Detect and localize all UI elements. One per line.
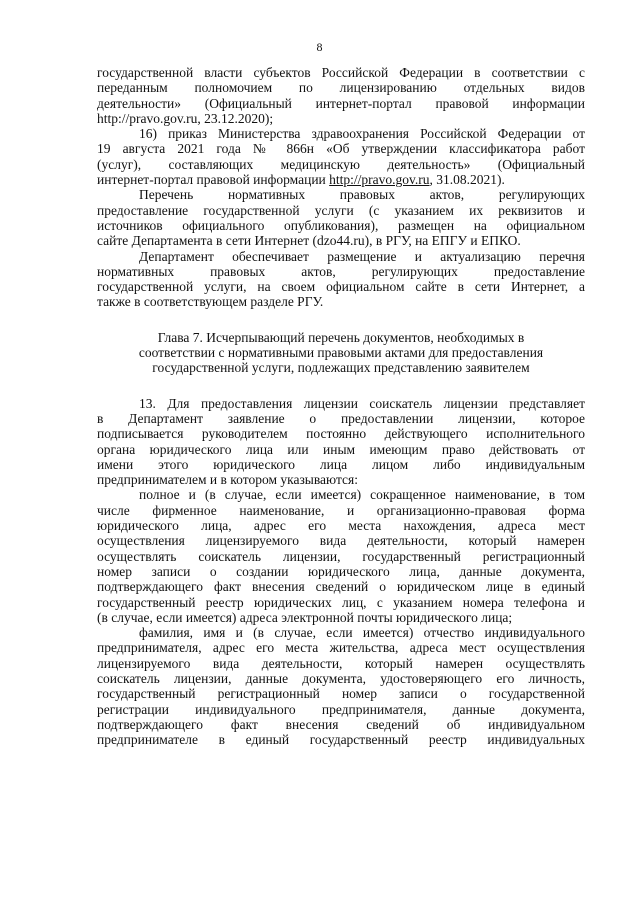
text-line: полное и (в случае, если имеется) сокращенное наименование, в том xyxy=(139,487,585,503)
document-body xyxy=(97,65,585,747)
text-line: имени этого юридического лица лицом либо индивидуальным xyxy=(97,456,585,472)
text-fragment: , 31.08.2021). xyxy=(429,172,505,188)
text-line: предпринимателе в единый государственный реестр индивидуальных xyxy=(97,732,585,748)
text-line: (в случае, если имеется) адреса электронной почты юридического лица; xyxy=(97,609,513,625)
text-line: нормативных правовых актов, регулирующих предоставление xyxy=(97,263,585,279)
heading-line: Глава 7. Исчерпывающий перечень документов, необходимых в xyxy=(157,329,525,345)
text-line: переданным полномочием по лицензированию отдельных видов xyxy=(97,80,585,96)
text-line: 16) приказ Министерства здравоохранения Российской Федерации от xyxy=(139,126,585,142)
text-line: государственной власти субъектов Российской Федерации в соответствии с xyxy=(97,65,585,80)
heading-line: соответствии с нормативными правовыми актами для предоставления xyxy=(138,345,544,361)
paragraph-department xyxy=(97,249,585,310)
text-line: подписывается руководителем постоянно действующего исполнительного xyxy=(97,426,585,442)
text-line: юридического лица, адрес его места нахождения, адреса мест xyxy=(97,518,585,534)
text-line: органа юридического лица или иным имеющим право действовать от xyxy=(97,441,585,457)
text-line: 19 августа 2021 года № 866н «Об утверждении классификатора работ xyxy=(97,141,585,157)
spacer xyxy=(97,376,585,396)
pravo-link[interactable]: http://pravo.gov.ru xyxy=(329,172,430,188)
text-line: (услуг), составляющих медицинскую деятельность» (Официальный xyxy=(97,156,585,172)
text-line: источников официального опубликования), размещен на официальном xyxy=(97,217,585,233)
text-line: в Департамент заявление о предоставлении лицензии, которое xyxy=(97,410,585,426)
text-line: государственной услуги, на своем официальном сайте в сети Интернет, а xyxy=(97,279,585,295)
paragraph-item-13 xyxy=(97,396,585,488)
text-line: предпринимателем и в котором указываются: xyxy=(97,472,358,488)
page-number: 8 xyxy=(316,40,323,54)
text-line: государственный реестр юридических лиц, с указанием номера телефона и xyxy=(97,594,585,610)
text-line: номер записи о создании юридического лица, данные документа, xyxy=(97,563,585,579)
heading-line: государственной услуги, подлежащих представлению заявителем xyxy=(152,360,530,376)
text-line: предоставление государственной услуги (с указанием их реквизитов и xyxy=(97,202,585,218)
text-line: 13. Для предоставления лицензии соискатель лицензии представляет xyxy=(139,395,585,411)
text-line: регистрации индивидуального предпринимателя, данные документа, xyxy=(97,701,585,717)
paragraph-item-16 xyxy=(97,126,585,187)
paragraph-continuation xyxy=(97,65,585,126)
paragraph-legal-acts-list xyxy=(97,187,585,248)
text-line: также в соответствующем разделе РГУ. xyxy=(97,294,324,310)
paragraph-legal-entity-name xyxy=(97,487,585,625)
text-line: фамилия, имя и (в случае, если имеется) отчество индивидуального xyxy=(139,625,585,641)
text-line: предпринимателя, адрес его места жительства, адреса мест осуществления xyxy=(97,640,585,656)
text-line: Департамент обеспечивает размещение и актуализацию перечня xyxy=(139,248,585,264)
text-line: подтверждающего факт внесения сведений об индивидуальном xyxy=(97,716,585,732)
spacer xyxy=(97,310,585,330)
text-line: подтверждающего факт внесения сведений о юридическом лице в единый xyxy=(97,579,585,595)
text-line: лицензируемого вида деятельности, который намерен осуществлять xyxy=(97,655,585,671)
text-fragment: интернет-портал правовой информации xyxy=(97,172,330,188)
text-line: осуществлять соискатель лицензии, государственный регистрационный xyxy=(97,548,585,564)
text-line: сайте Департамента в сети Интернет (dzo44.ru), в РГУ, на ЕПГУ и ЕПКО. xyxy=(97,233,521,249)
chapter-7-heading xyxy=(97,330,585,376)
text-line: государственный регистрационный номер записи о государственной xyxy=(97,686,585,702)
text-line: http://pravo.gov.ru, 23.12.2020); xyxy=(97,110,274,126)
text-line: Перечень нормативных правовых актов, регулирующих xyxy=(139,187,585,203)
text-line: осуществления лицензируемого вида деятельности, который намерен xyxy=(97,533,585,549)
text-line: числе фирменное наименование, и организационно-правовая форма xyxy=(97,502,585,518)
text-line xyxy=(97,172,585,187)
text-line: соискатель лицензии, данные документа, удостоверяющего его личность, xyxy=(97,670,585,686)
paragraph-entrepreneur-fio xyxy=(97,625,585,747)
text-line: деятельности» (Официальный интернет-портал правовой информации xyxy=(97,95,585,111)
